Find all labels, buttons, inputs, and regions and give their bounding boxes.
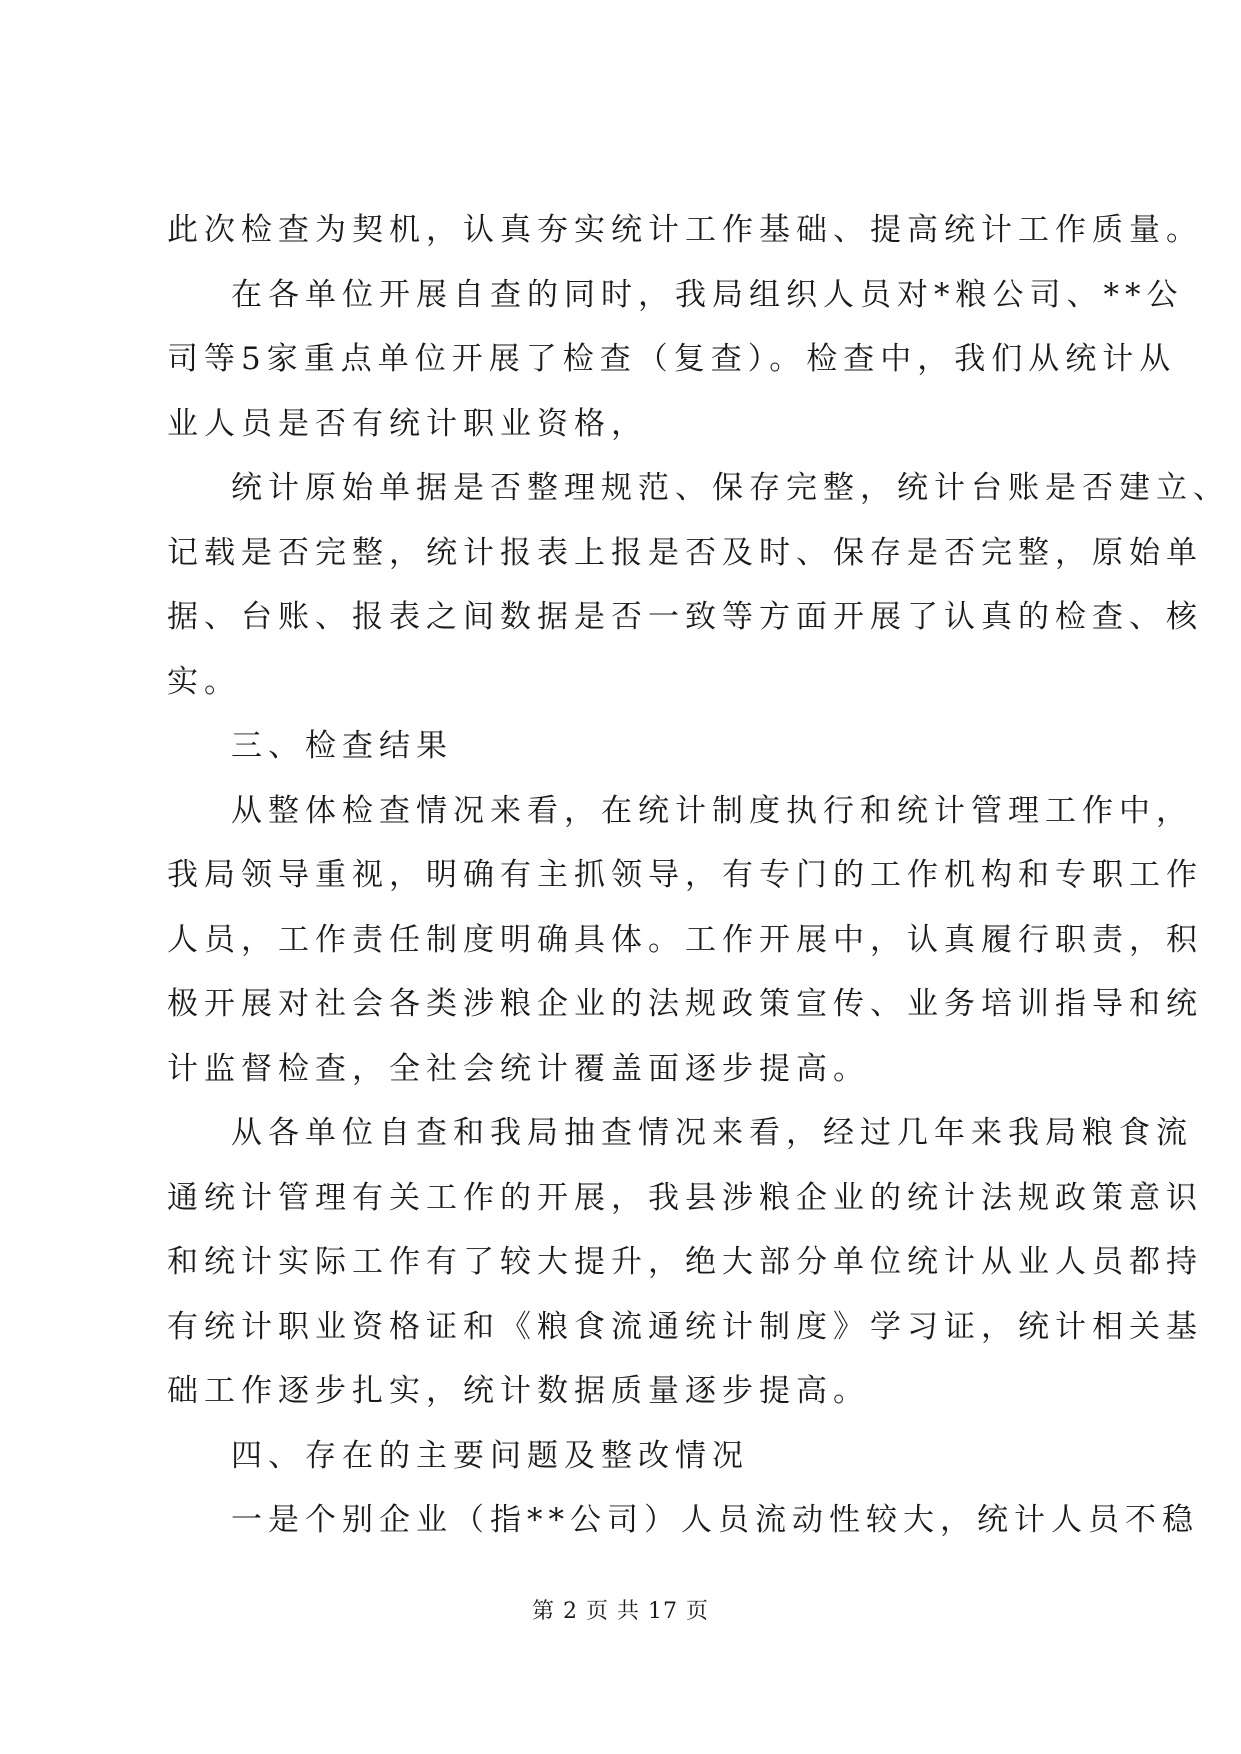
text-line: 在各单位开展自查的同时，我局组织人员对*粮公司、**公 (231, 276, 1184, 313)
section-heading: 四、存在的主要问题及整改情况 (231, 1437, 749, 1474)
text-line: 从各单位自查和我局抽查情况来看，经过几年来我局粮食流 (231, 1115, 1193, 1151)
text-line: 我局领导重视，明确有主抓领导，有专门的工作机构和专职工作 (167, 857, 1203, 893)
text-line: 有统计职业资格证和《粮食流通统计制度》学习证，统计相关基 (167, 1308, 1203, 1345)
text-line: 一是个别企业（指**公司）人员流动性较大，统计人员不稳 (231, 1502, 1199, 1538)
text-line: 此次检查为契机，认真夯实统计工作基础、提高统计工作质量。 (167, 212, 1203, 248)
text-line: 础工作逐步扎实，统计数据质量逐步提高。 (167, 1373, 870, 1409)
text-line: 极开展对社会各类涉粮企业的法规政策宣传、业务培训指导和统 (167, 986, 1203, 1022)
text-line: 和统计实际工作有了较大提升，绝大部分单位统计从业人员都持 (167, 1244, 1203, 1280)
text-line: 通统计管理有关工作的开展，我县涉粮企业的统计法规政策意识 (167, 1179, 1203, 1216)
page-footer: 第 2 页 共 17 页 (532, 1599, 709, 1624)
text-line: 记载是否完整，统计报表上报是否及时、保存是否完整，原始单 (167, 534, 1203, 571)
text-line: 从整体检查情况来看，在统计制度执行和统计管理工作中， (231, 792, 1193, 829)
text-line: 司等5家重点单位开展了检查（复查）。检查中，我们从统计从 (167, 341, 1177, 377)
section-heading: 三、检查结果 (231, 728, 453, 764)
text-line: 计监督检查，全社会统计覆盖面逐步提高。 (167, 1050, 870, 1087)
text-line: 据、台账、报表之间数据是否一致等方面开展了认真的检查、核 (167, 599, 1203, 635)
text-line: 实。 (167, 663, 241, 700)
text-line: 业人员是否有统计职业资格， (167, 405, 648, 442)
text-line: 人员，工作责任制度明确具体。工作开展中，认真履行职责，积 (167, 921, 1203, 958)
body-text (167, 198, 1230, 1553)
text-line: 统计原始单据是否整理规范、保存完整，统计台账是否建立、 (231, 470, 1230, 506)
